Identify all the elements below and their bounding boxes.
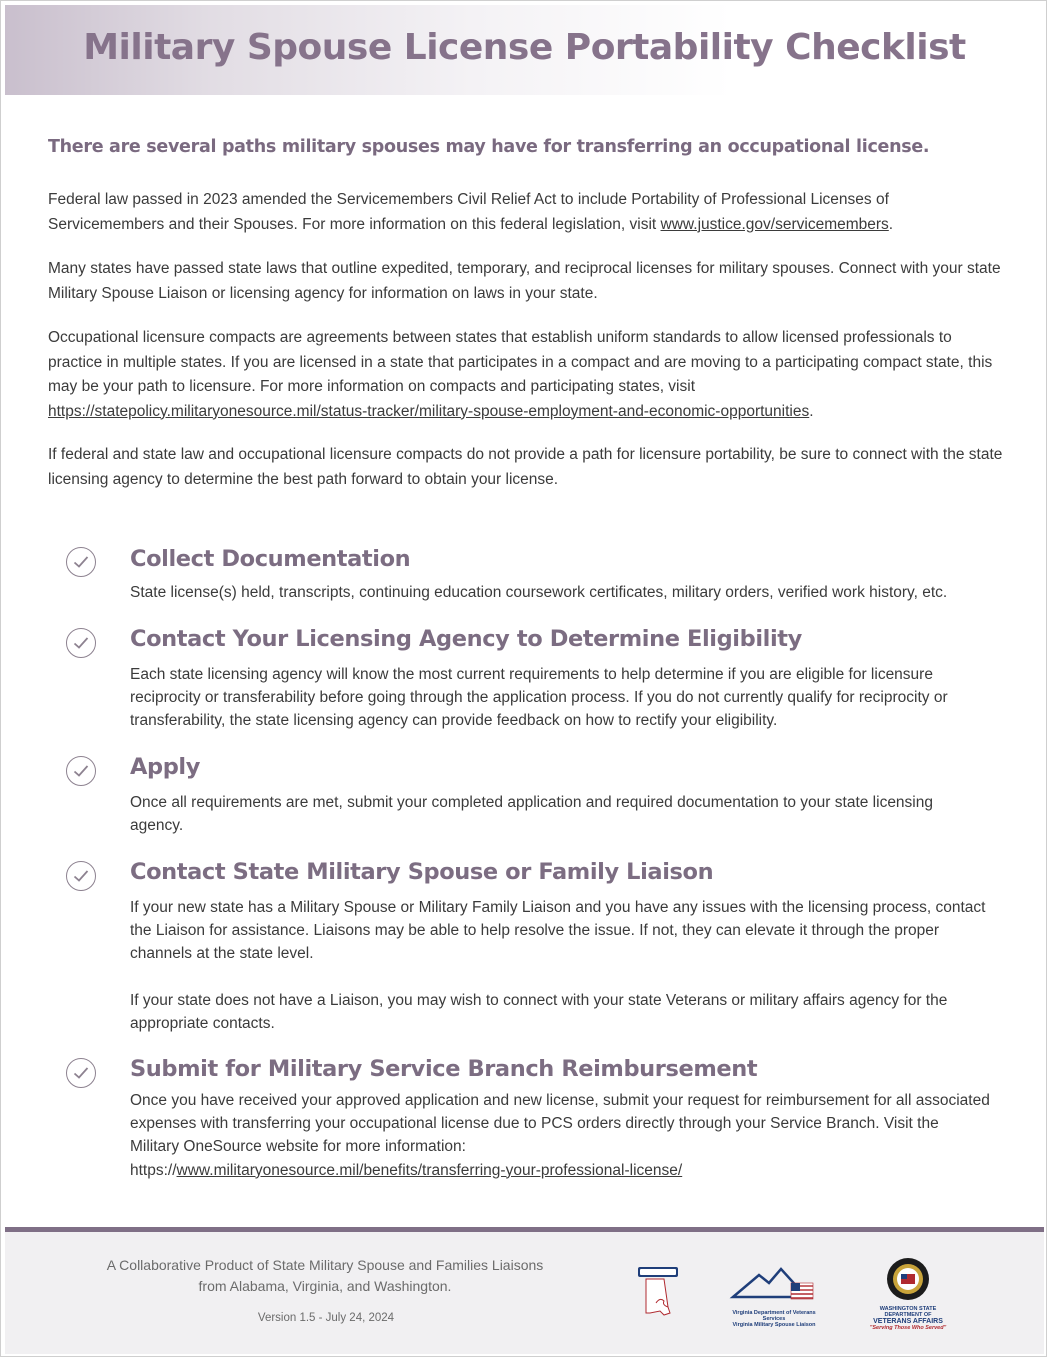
militaryonesource-link[interactable]: www.militaryonesource.mil/benefits/transferring-your-professional-license/ xyxy=(176,1161,683,1179)
checkmark-icon xyxy=(66,628,96,658)
link-prefix: https:// xyxy=(130,1161,177,1179)
checkmark-icon xyxy=(66,547,96,577)
footer-credit-line2: from Alabama, Virginia, and Washington. xyxy=(198,1278,452,1294)
virginia-logo xyxy=(729,1263,819,1328)
justice-gov-link[interactable]: www.justice.gov/servicemembers xyxy=(660,215,889,233)
state-laws-paragraph: Many states have passed state laws that outline expedited, temporary, and reciprocal licenses for military spouses. Connect with your state Military Spouse Liaison or licensing agency for information on laws in your state. xyxy=(48,260,1001,302)
page-title: Military Spouse License Portability Checklist xyxy=(83,27,966,68)
federal-law-paragraph xyxy=(48,188,1003,237)
step-title-collect-documentation: Collect Documentation xyxy=(130,546,411,572)
version-label: Version 1.5 - July 24, 2024 xyxy=(257,1312,395,1324)
reimbursement-text: Once you have received your approved application and new license, submit your request for reimbursement for all associated expenses with transferring your occupational license due to PCS orders directly through your Service Branch. Visit the Military OneSource website for more information: xyxy=(130,1092,990,1156)
step-text-no-liaison: If your state does not have a Liaison, you may wish to connect with your state Veterans or military affairs agency for the appropriate contacts. xyxy=(130,992,948,1033)
alabama-logo xyxy=(634,1263,682,1330)
federal-law-text: Federal law passed in 2023 amended the Servicemembers Civil Relief Act to include Portability of Professional Licenses of Servicemembers and their Spouses. For more information on this federal legislation, visit xyxy=(48,191,889,233)
step-title-apply: Apply xyxy=(130,754,201,780)
step-text-contact-licensing-agency: Each state licensing agency will know the most current requirements to help determine if you are eligible for licensure reciprocity or transferability before going through the application process. If you do not currently qualify for reciprocity or transferability, the state licensing agency can provide feedback on how to rectify your eligibility. xyxy=(130,666,948,730)
intro-heading: There are several paths military spouses may have for transferring an occupational license. xyxy=(48,137,930,157)
footer-credit xyxy=(71,1255,579,1297)
checkmark-icon xyxy=(66,756,96,786)
title-banner xyxy=(5,5,1044,95)
alabama-map-icon xyxy=(634,1263,682,1325)
checkmark-icon xyxy=(66,861,96,891)
checkmark-icon xyxy=(66,1058,96,1088)
statepolicy-link[interactable]: https://statepolicy.militaryonesource.mil/status-tracker/military-spouse-employment-and-economic-opportunities xyxy=(48,402,810,420)
virginia-mountain-flag-icon xyxy=(729,1263,819,1305)
washington-logo-tagline: "Serving Those Who Served" xyxy=(869,1325,947,1331)
step-text-contact-liaison: If your new state has a Military Spouse or Military Family Liaison and you have any issues with the licensing process, contact the Liaison for assistance. Liaisons may be able to help resolve the issue. If not, they can elevate it through the proper channels at the state level. xyxy=(130,899,986,963)
step-title-contact-liaison: Contact State Military Spouse or Family Liaison xyxy=(130,859,714,885)
step-title-contact-licensing-agency: Contact Your Licensing Agency to Determine Eligibility xyxy=(130,626,802,652)
step-title-reimbursement: Submit for Military Service Branch Reimbursement xyxy=(130,1056,758,1082)
washington-logo xyxy=(865,1257,951,1331)
no-path-paragraph: If federal and state law and occupational licensure compacts do not provide a path for licensure portability, be sure to connect with the state licensing agency to determine the best path forward to obtain your license. xyxy=(48,446,1003,488)
compacts-text: Occupational licensure compacts are agreements between states that establish uniform standards to allow licensed professionals to practice in multiple states. If you are licensed in a state that participates in a compact and are moving to a participating compact state, this may be your path to licensure. For more information on compacts and participating states, visit xyxy=(48,329,993,395)
step-text-apply: Once all requirements are met, submit your completed application and required documentation to your state licensing agency. xyxy=(130,794,933,835)
washington-seal-icon xyxy=(865,1257,951,1301)
step-text-collect-documentation: State license(s) held, transcripts, continuing education coursework certificates, military orders, verified work history, etc. xyxy=(130,584,948,601)
federal-law-end: . xyxy=(888,215,894,233)
footer-credit-line1: A Collaborative Product of State Military Spouse and Families Liaisons xyxy=(106,1257,544,1273)
washington-logo-caption-2: VETERANS AFFAIRS xyxy=(873,1318,943,1325)
virginia-logo-caption-2: Virginia Military Spouse Liaison xyxy=(732,1322,816,1328)
step-text-reimbursement xyxy=(130,1089,990,1182)
washington-logo-caption-1: WASHINGTON STATE DEPARTMENT OF xyxy=(879,1306,937,1318)
compacts-paragraph xyxy=(48,326,1003,424)
virginia-logo-caption-1: Virginia Department of Veterans Services xyxy=(732,1310,816,1322)
compacts-end: . xyxy=(809,402,814,420)
